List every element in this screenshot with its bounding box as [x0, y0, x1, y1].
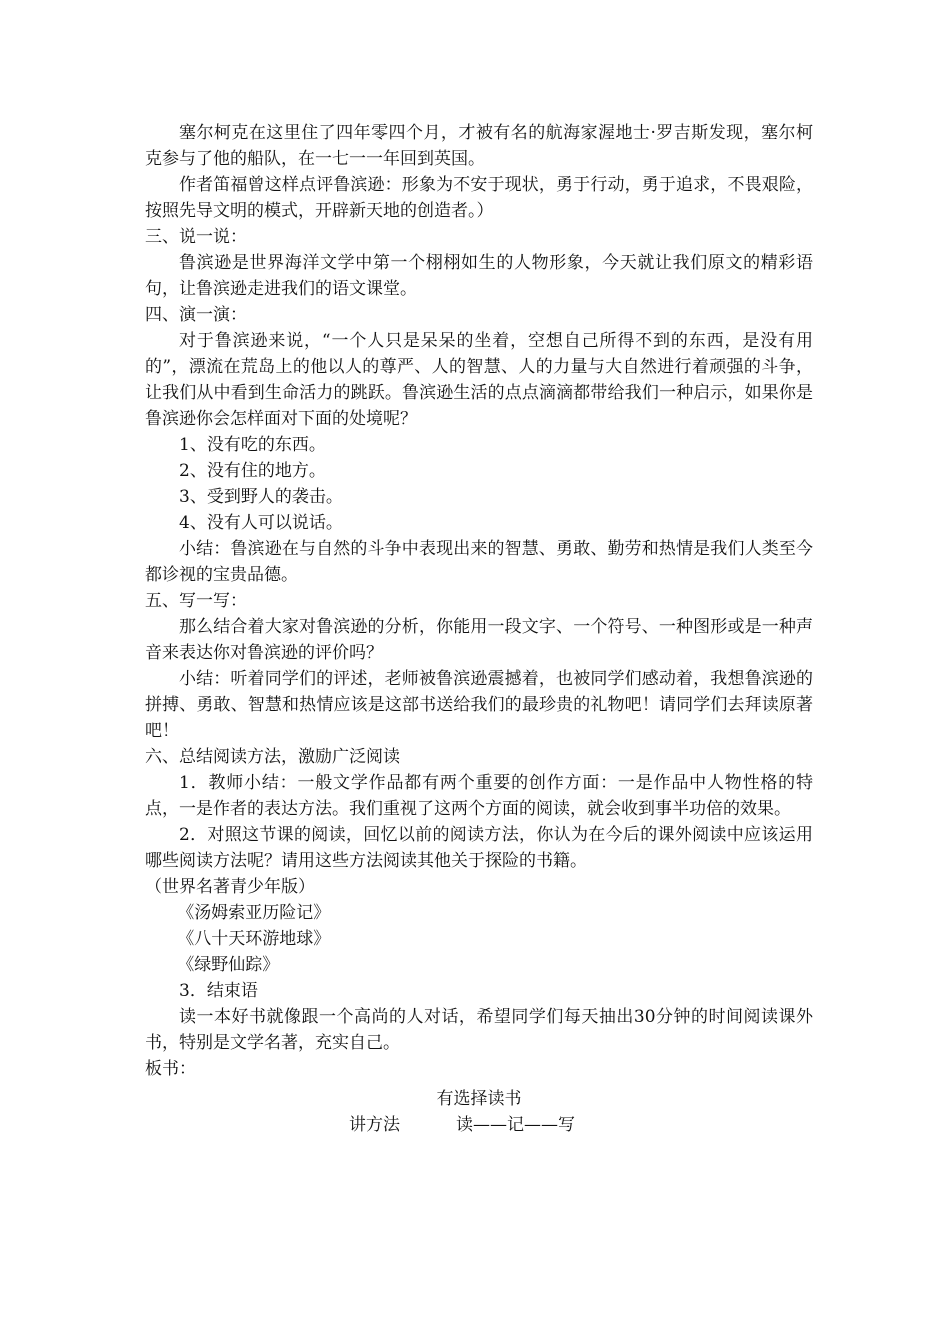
section-heading-3: 三、说一说： [145, 227, 247, 247]
blackboard-content [145, 1086, 813, 1138]
paragraph-teacher-summary: 1．教师小结：一般文学作品都有两个重要的创作方面：一是作品中人物性格的特点，一是作者的表达方法。我们重视了这两个方面的阅读，就会收到事半功倍的效果。 [145, 773, 813, 819]
blackboard-title: 有选择读书 [436, 1089, 522, 1109]
list-item: 4、没有人可以说话。 [179, 513, 343, 533]
section-heading-4: 四、演一演： [145, 305, 247, 325]
paragraph-reading-methods: 2．对照这节课的阅读，回忆以前的阅读方法，你认为在今后的课外阅读中应该运用哪些阅读方法呢？请用这些方法阅读其他关于探险的书籍。 [145, 825, 813, 871]
blackboard-row [145, 1112, 813, 1138]
paragraph-closing-heading: 3．结束语 [179, 981, 258, 1001]
blackboard-right: 读——记——写 [456, 1115, 575, 1135]
list-item: 2、没有住的地方。 [179, 461, 326, 481]
paragraph-closing: 读一本好书就像跟一个高尚的人对话，希望同学们每天抽出30分钟的时间阅读课外书，特别是文学名著，充实自己。 [145, 1007, 813, 1053]
blackboard-left: 讲方法 [349, 1115, 400, 1135]
paragraph-summary-2: 小结：听着同学们的评述，老师被鲁滨逊震撼着，也被同学们感动着，我想鲁滨逊的拼搏、勇敢、智慧和热情应该是这部书送给我们的最珍贵的礼物吧！请同学们去拜读原著吧！ [145, 669, 813, 741]
section-heading-5: 五、写一写： [145, 591, 247, 611]
paragraph-selkirk: 塞尔柯克在这里住了四年零四个月，才被有名的航海家渥地士·罗吉斯发现，塞尔柯克参与了他的船队，在一七一一年回到英国。 [145, 123, 813, 169]
list-item: 1、没有吃的东西。 [179, 435, 326, 455]
list-item: 3、受到野人的袭击。 [179, 487, 343, 507]
paragraph-intro-robinson: 鲁滨逊是世界海洋文学中第一个栩栩如生的人物形象，今天就让我们原文的精彩语句，让鲁滨逊走进我们的语文课堂。 [145, 253, 813, 299]
paragraph-act-out: 对于鲁滨逊来说，“一个人只是呆呆的坐着，空想自己所得不到的东西，是没有用的”，漂流在荒岛上的他以人的尊严、人的智慧、人的力量与大自然进行着顽强的斗争，让我们从中看到生命活力的跳跃。鲁滨逊生活的点点滴滴都带给我们一种启示，如果你是鲁滨逊你会怎样面对下面的处境呢？ [145, 331, 813, 429]
blackboard-heading: 板书： [145, 1059, 196, 1079]
document-page [145, 120, 813, 1138]
book-title: 《八十天环游地球》 [177, 929, 331, 949]
book-title: 《绿野仙踪》 [177, 955, 280, 975]
paragraph-defoe-comment: 作者笛福曾这样点评鲁滨逊：形象为不安于现状，勇于行动，勇于追求，不畏艰险，按照先导文明的模式，开辟新天地的创造者。） [145, 175, 813, 221]
paragraph-write: 那么结合着大家对鲁滨逊的分析，你能用一段文字、一个符号、一种图形或是一种声音来表达你对鲁滨逊的评价吗？ [145, 617, 813, 663]
book-title: 《汤姆索亚历险记》 [177, 903, 331, 923]
paragraph-summary-1: 小结：鲁滨逊在与自然的斗争中表现出来的智慧、勇敢、勤劳和热情是我们人类至今都诊视的宝贵品德。 [145, 539, 813, 585]
section-heading-6: 六、总结阅读方法，激励广泛阅读 [145, 747, 400, 767]
paragraph-series-note: （世界名著青少年版） [145, 877, 315, 897]
